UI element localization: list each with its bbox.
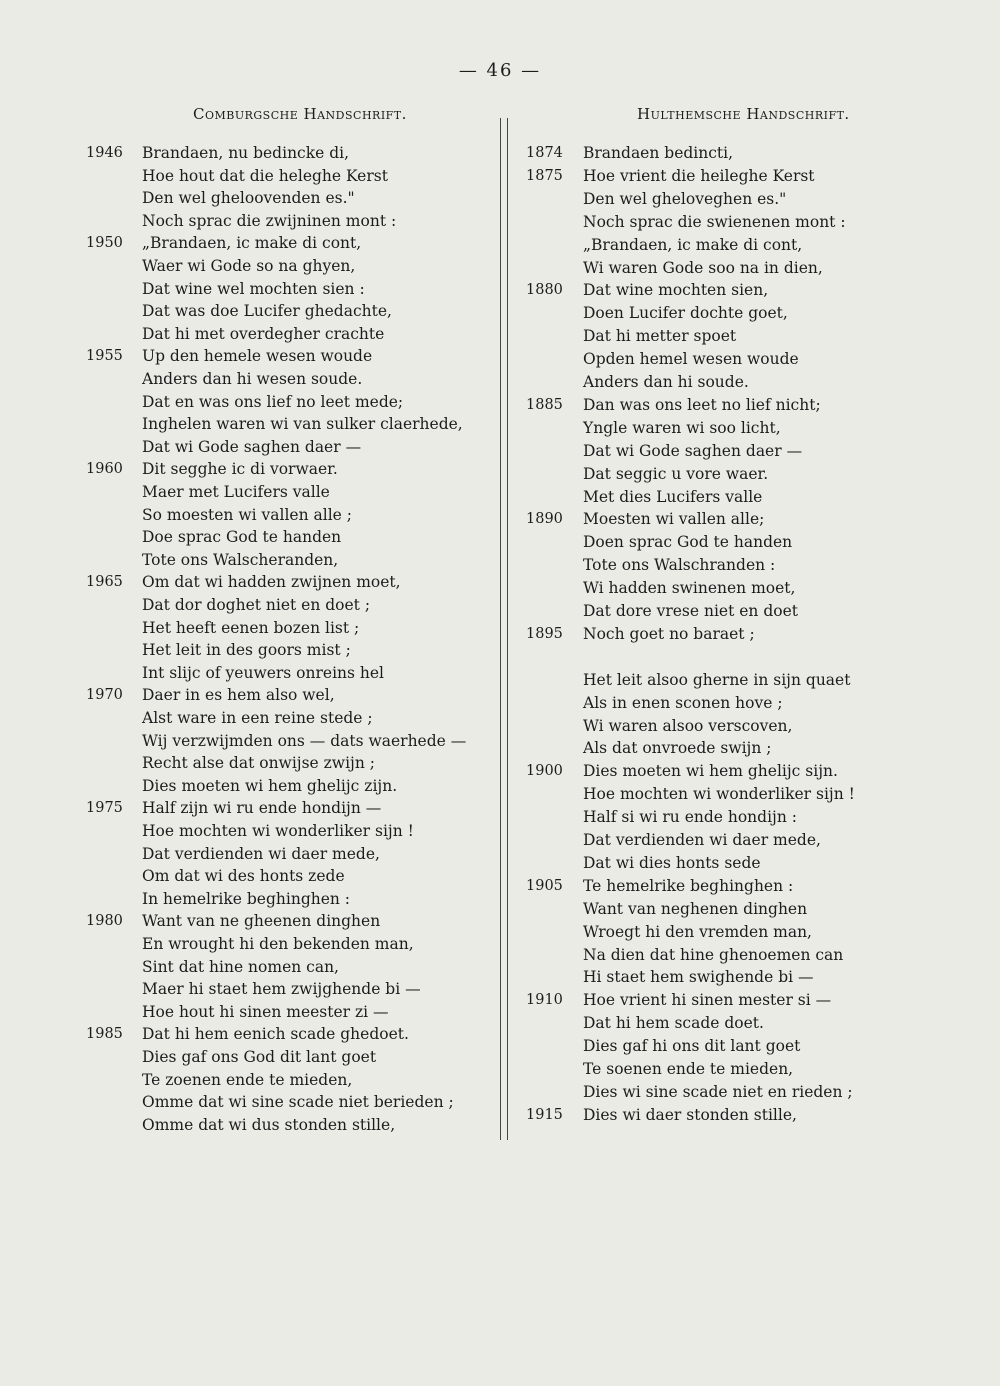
verse-text: Noch sprac die swienenen mont : bbox=[583, 212, 846, 231]
verse-text: Half si wi ru ende hondijn : bbox=[583, 808, 797, 827]
verse-text: Omme dat wi dus stonden stille, bbox=[142, 1115, 396, 1134]
line-number: 1950 bbox=[86, 235, 123, 252]
right-column-title: Hulthemsche Handschrift. bbox=[637, 105, 850, 123]
verse-text: Waer wi Gode so na ghyen, bbox=[142, 257, 356, 275]
verse-text: „Brandaen, ic make di cont, bbox=[583, 235, 803, 254]
verse-text: Het leit in des goors mist ; bbox=[142, 641, 351, 660]
verse-text: Omme dat wi sine scade niet berieden ; bbox=[142, 1093, 454, 1112]
verse-text: Dies moeten wi hem ghelijc sijn. bbox=[583, 762, 838, 781]
verse-text: Dit segghe ic di vorwaer. bbox=[142, 460, 338, 479]
verse-text: Dat dor doghet niet en doet ; bbox=[142, 596, 371, 614]
verse-text: Wroegt hi den vremden man, bbox=[583, 922, 812, 941]
line-number: 1975 bbox=[86, 800, 123, 817]
verse-text: Maer met Lucifers valle bbox=[142, 483, 330, 501]
verse-text: Dat wine mochten sien, bbox=[583, 281, 769, 300]
verse-text: Hoe mochten wi wonderliker sijn ! bbox=[142, 822, 414, 840]
line-number: 1970 bbox=[86, 687, 123, 704]
line-number: 1885 bbox=[526, 396, 563, 413]
verse-text: Brandaen bedincti, bbox=[583, 144, 734, 162]
verse-text: Als in enen sconen hove ; bbox=[583, 693, 783, 712]
verse-text: Den wel gheloovenden es." bbox=[142, 189, 355, 208]
line-number: 1915 bbox=[526, 1106, 563, 1123]
line-number: 1965 bbox=[86, 574, 123, 591]
verse-text: Om dat wi hadden zwijnen moet, bbox=[142, 573, 401, 592]
verse-text: Hoe hout hi sinen meester zi — bbox=[142, 1002, 389, 1021]
verse-text: Te hemelrike beghinghen : bbox=[583, 876, 794, 895]
line-number: 1880 bbox=[526, 282, 563, 299]
column-divider bbox=[500, 118, 508, 1140]
verse-text: Tote ons Walschranden : bbox=[583, 556, 776, 575]
verse-text: Het leit alsoo gherne in sijn quaet bbox=[583, 670, 851, 689]
page-number: — 46 — bbox=[458, 60, 542, 81]
verse-text: Hoe vrient die heileghe Kerst bbox=[583, 166, 815, 185]
verse-text: Hoe hout dat die heleghe Kerst bbox=[142, 166, 388, 185]
verse-text: Dat wi dies honts sede bbox=[583, 853, 761, 872]
line-number: 1980 bbox=[86, 913, 123, 930]
verse-text: Hoe mochten wi wonderliker sijn ! bbox=[583, 785, 855, 804]
verse-text: Dat hi hem eenich scade ghedoet. bbox=[142, 1025, 409, 1044]
verse-text: Het heeft eenen bozen list ; bbox=[142, 618, 360, 637]
verse-text: Int slijc of yeuwers onreins hel bbox=[142, 663, 385, 682]
verse-text: Dat en was ons lief no leet mede; bbox=[142, 392, 404, 411]
line-number: 1955 bbox=[86, 348, 123, 365]
verse-text: Dat was doe Lucifer ghedachte, bbox=[142, 302, 392, 321]
verse-text: „Brandaen, ic make di cont, bbox=[142, 234, 362, 253]
verse-text: Dat hi hem scade doet. bbox=[583, 1014, 764, 1033]
verse-text: En wrought hi den bekenden man, bbox=[142, 935, 414, 953]
verse-text: Dat seggic u vore waer. bbox=[583, 464, 769, 483]
verse-text: So moesten wi vallen alle ; bbox=[142, 505, 352, 524]
verse-text: Wij verzwijmden ons — dats waerhede — bbox=[142, 731, 467, 750]
verse-text: Sint dat hine nomen can, bbox=[142, 957, 339, 976]
verse-text: Dat wine wel mochten sien : bbox=[142, 279, 365, 298]
verse-text: Dies gaf ons God dit lant goet bbox=[142, 1048, 377, 1066]
line-number: 1895 bbox=[526, 625, 563, 642]
verse-text: Den wel gheloveghen es." bbox=[583, 189, 787, 208]
verse-text: Dat wi Gode saghen daer — bbox=[583, 441, 803, 460]
verse-text: Hoe vrient hi sinen mester si — bbox=[583, 991, 832, 1010]
verse-text: Want van neghenen dinghen bbox=[583, 899, 808, 918]
verse-text: Met dies Lucifers valle bbox=[583, 487, 763, 506]
verse-text: Daer in es hem also wel, bbox=[142, 686, 335, 705]
verse-text: Dies wi daer stonden stille, bbox=[583, 1105, 797, 1124]
verse-text: Te soenen ende te mieden, bbox=[583, 1060, 794, 1078]
verse-text: Dies wi sine scade niet en rieden ; bbox=[583, 1082, 853, 1101]
verse-text: Opden hemel wesen woude bbox=[583, 350, 799, 369]
verse-text: Doen sprac God te handen bbox=[583, 533, 793, 552]
verse-text: Want van ne gheenen dinghen bbox=[142, 912, 381, 931]
verse-text: Dat hi metter spoet bbox=[583, 327, 737, 346]
verse-text: Te zoenen ende te mieden, bbox=[142, 1070, 353, 1089]
line-number: 1910 bbox=[526, 992, 563, 1009]
verse-text: Brandaen, nu bedincke di, bbox=[142, 144, 350, 162]
verse-text: Doen Lucifer dochte goet, bbox=[583, 304, 788, 323]
verse-text: Wi hadden swinenen moet, bbox=[583, 579, 796, 598]
line-number: 1890 bbox=[526, 511, 563, 528]
verse-text: Doe sprac God te handen bbox=[142, 528, 342, 547]
verse-text: Tote ons Walscheranden, bbox=[142, 550, 339, 569]
line-number: 1960 bbox=[86, 461, 123, 478]
verse-text: Dies moeten wi hem ghelijc zijn. bbox=[142, 776, 398, 795]
verse-text: Hi staet hem swighende bi — bbox=[583, 968, 814, 987]
verse-text: Dat verdienden wi daer mede, bbox=[142, 844, 380, 863]
verse-text: Als dat onvroede swijn ; bbox=[583, 739, 772, 758]
verse-text: Inghelen waren wi van sulker claerhede, bbox=[142, 415, 463, 434]
line-number: 1985 bbox=[86, 1026, 123, 1043]
verse-text: Recht alse dat onwijse zwijn ; bbox=[142, 754, 375, 773]
verse-text: In hemelrike beghinghen : bbox=[142, 889, 351, 908]
verse-text: Dies gaf hi ons dit lant goet bbox=[583, 1037, 801, 1056]
line-number: 1946 bbox=[86, 145, 123, 161]
verse-text: Om dat wi des honts zede bbox=[142, 867, 345, 886]
left-column-title: Comburgsche Handschrift. bbox=[193, 105, 407, 123]
line-number: 1900 bbox=[526, 763, 563, 780]
verse-text: Na dien dat hine ghenoemen can bbox=[583, 945, 844, 964]
verse-text: Yngle waren wi soo licht, bbox=[583, 418, 781, 437]
verse-text: Dat wi Gode saghen daer — bbox=[142, 437, 362, 456]
verse-text: Anders dan hi soude. bbox=[583, 373, 749, 391]
verse-text: Up den hemele wesen woude bbox=[142, 347, 373, 366]
verse-text: Dat dore vrese niet en doet bbox=[583, 602, 798, 620]
verse-text: Moesten wi vallen alle; bbox=[583, 510, 765, 529]
line-number: 1905 bbox=[526, 877, 563, 894]
verse-text: Dat verdienden wi daer mede, bbox=[583, 831, 821, 849]
verse-text: Alst ware in een reine stede ; bbox=[142, 709, 373, 727]
line-number: 1875 bbox=[526, 167, 563, 184]
verse-text: Dat hi met overdegher crachte bbox=[142, 324, 385, 343]
verse-text: Wi waren alsoo verscoven, bbox=[583, 716, 793, 735]
verse-text: Half zijn wi ru ende hondijn — bbox=[142, 799, 382, 818]
verse-text: Dan was ons leet no lief nicht; bbox=[583, 395, 821, 414]
verse-text: Noch sprac die zwijninen mont : bbox=[142, 211, 397, 230]
line-number: 1874 bbox=[526, 145, 563, 161]
verse-text: Noch goet no baraet ; bbox=[583, 624, 755, 643]
verse-text: Maer hi staet hem zwijghende bi — bbox=[142, 980, 421, 999]
verse-text: Wi waren Gode soo na in dien, bbox=[583, 258, 823, 277]
verse-text: Anders dan hi wesen soude. bbox=[142, 370, 363, 388]
